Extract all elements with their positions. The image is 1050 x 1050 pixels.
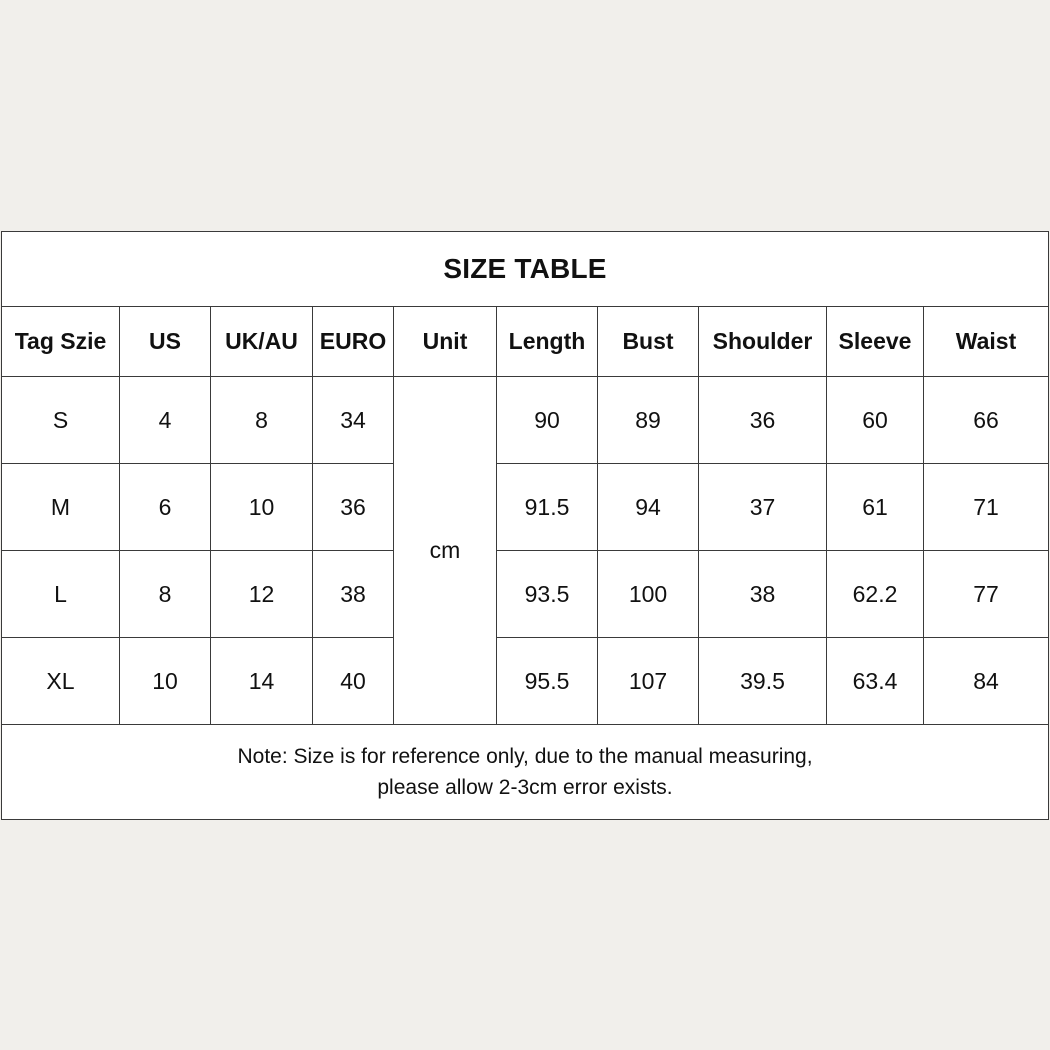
header-sleeve: Sleeve xyxy=(827,307,924,377)
cell-us: 8 xyxy=(120,551,211,638)
cell-euro: 40 xyxy=(313,638,394,725)
cell-shoulder: 37 xyxy=(699,464,827,551)
table-row xyxy=(2,551,1049,638)
cell-shoulder: 36 xyxy=(699,377,827,464)
header-euro: EURO xyxy=(313,307,394,377)
cell-tag: M xyxy=(2,464,120,551)
cell-length: 91.5 xyxy=(497,464,598,551)
note-row xyxy=(2,725,1049,820)
cell-uk-au: 8 xyxy=(211,377,313,464)
table-title: SIZE TABLE xyxy=(2,232,1049,307)
cell-sleeve: 61 xyxy=(827,464,924,551)
cell-uk-au: 12 xyxy=(211,551,313,638)
cell-bust: 100 xyxy=(598,551,699,638)
cell-uk-au: 10 xyxy=(211,464,313,551)
cell-euro: 34 xyxy=(313,377,394,464)
cell-length: 93.5 xyxy=(497,551,598,638)
cell-bust: 94 xyxy=(598,464,699,551)
note xyxy=(2,725,1049,820)
header-shoulder: Shoulder xyxy=(699,307,827,377)
header-uk-au: UK/AU xyxy=(211,307,313,377)
cell-unit: cm xyxy=(394,377,497,725)
header-bust: Bust xyxy=(598,307,699,377)
table-row xyxy=(2,464,1049,551)
cell-waist: 66 xyxy=(924,377,1049,464)
table-row xyxy=(2,377,1049,464)
cell-tag: L xyxy=(2,551,120,638)
cell-sleeve: 62.2 xyxy=(827,551,924,638)
cell-euro: 38 xyxy=(313,551,394,638)
header-tag-size: Tag Szie xyxy=(2,307,120,377)
cell-length: 95.5 xyxy=(497,638,598,725)
cell-shoulder: 38 xyxy=(699,551,827,638)
header-waist: Waist xyxy=(924,307,1049,377)
header-length: Length xyxy=(497,307,598,377)
cell-us: 6 xyxy=(120,464,211,551)
size-table xyxy=(1,231,1049,820)
cell-tag: XL xyxy=(2,638,120,725)
cell-tag: S xyxy=(2,377,120,464)
cell-shoulder: 39.5 xyxy=(699,638,827,725)
cell-us: 4 xyxy=(120,377,211,464)
cell-bust: 107 xyxy=(598,638,699,725)
header-us: US xyxy=(120,307,211,377)
note-line-2: please allow 2-3cm error exists. xyxy=(377,776,673,799)
note-line-1: Note: Size is for reference only, due to the manual measuring, xyxy=(237,745,813,768)
cell-us: 10 xyxy=(120,638,211,725)
cell-euro: 36 xyxy=(313,464,394,551)
cell-uk-au: 14 xyxy=(211,638,313,725)
cell-waist: 71 xyxy=(924,464,1049,551)
cell-length: 90 xyxy=(497,377,598,464)
cell-bust: 89 xyxy=(598,377,699,464)
table-row xyxy=(2,638,1049,725)
title-row xyxy=(2,232,1049,307)
header-row xyxy=(2,307,1049,377)
cell-sleeve: 63.4 xyxy=(827,638,924,725)
header-unit: Unit xyxy=(394,307,497,377)
cell-waist: 77 xyxy=(924,551,1049,638)
cell-waist: 84 xyxy=(924,638,1049,725)
cell-sleeve: 60 xyxy=(827,377,924,464)
